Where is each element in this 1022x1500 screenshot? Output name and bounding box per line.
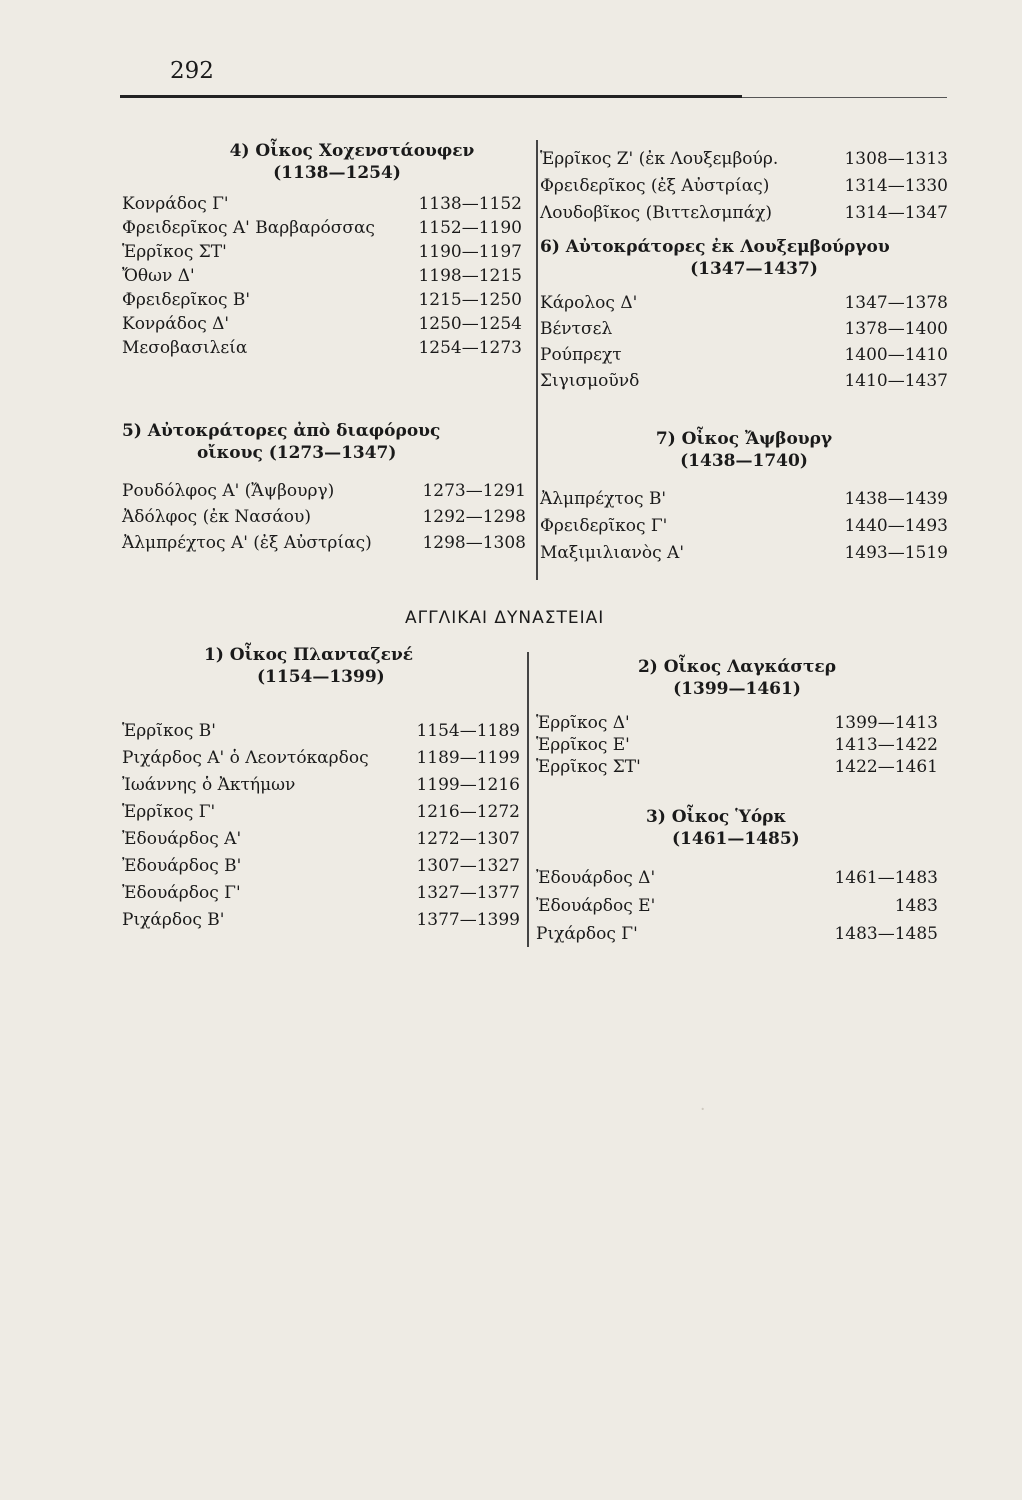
house1-dates: (1154—1399) xyxy=(257,667,385,687)
ruler-name: Ρουδόλφος Α' (Ἄψβουργ) xyxy=(122,481,335,501)
ruler-name: Φρειδερῖκος Γ' xyxy=(540,516,668,536)
list-item xyxy=(536,864,938,892)
ruler-name: Ρούπρεχτ xyxy=(540,345,622,365)
ruler-name: Κονράδος Δ' xyxy=(122,314,230,334)
reign-years: 1413—1422 xyxy=(834,735,938,755)
reign-years: 1347—1378 xyxy=(844,293,948,313)
reign-years: 1199—1216 xyxy=(416,775,520,795)
house3-dates: (1461—1485) xyxy=(672,829,800,849)
house7-block xyxy=(540,428,948,567)
house5-heading: 5) Αὐτοκράτορες ἀπὸ διαφόρους xyxy=(122,421,441,441)
ruler-name: Ὄθων Δ' xyxy=(122,266,195,286)
list-item xyxy=(122,745,520,772)
reign-years: 1308—1313 xyxy=(844,149,948,169)
list-item xyxy=(540,342,948,368)
ruler-name: Ριχάρδος Γ' xyxy=(536,924,638,944)
reign-years: 1377—1399 xyxy=(416,910,520,930)
reign-years: 1152—1190 xyxy=(418,218,522,238)
ruler-name: Σιγισμοῦνδ xyxy=(540,371,640,391)
ruler-name: Ἐδουάρδος Γ' xyxy=(122,883,241,903)
house5-heading-2: οἴκους (1273—1347) xyxy=(197,443,397,463)
house3-heading: 3) Οἶκος Ὑόρκ xyxy=(646,807,787,827)
reign-years: 1215—1250 xyxy=(418,290,522,310)
house7-heading: 7) Οἶκος Ἄψβουργ xyxy=(655,429,833,449)
list-item xyxy=(536,712,938,734)
house1-heading: 1) Οἶκος Πλανταζενέ xyxy=(204,645,414,665)
list-item xyxy=(540,290,948,316)
ruler-name: Ἑρρῖκος Β' xyxy=(122,721,216,741)
ruler-name: Μαξιμιλιανὸς Α' xyxy=(540,543,684,563)
ruler-name: Ἐδουάρδος Ε' xyxy=(536,896,656,916)
reign-years: 1400—1410 xyxy=(844,345,948,365)
reign-years: 1314—1330 xyxy=(844,176,948,196)
house4-dates: (1138—1254) xyxy=(273,163,401,183)
list-item xyxy=(540,513,948,540)
reign-years: 1190—1197 xyxy=(418,242,522,262)
reign-years: 1399—1413 xyxy=(834,713,938,733)
list-item xyxy=(122,192,522,216)
reign-years: 1273—1291 xyxy=(422,481,526,501)
list-item xyxy=(122,799,520,826)
ruler-name: Ἀλμπρέχτος Α' (ἐξ Αὐστρίας) xyxy=(122,533,372,553)
reign-years: 1198—1215 xyxy=(418,266,522,286)
reign-years: 1189—1199 xyxy=(416,748,520,768)
column-divider-bottom xyxy=(527,652,529,947)
reign-years: 1378—1400 xyxy=(844,319,948,339)
reign-years: 1410—1437 xyxy=(844,371,948,391)
ruler-name: Φρειδερῖκος Α' Βαρβαρόσσας xyxy=(122,218,375,238)
list-item xyxy=(540,173,948,200)
list-item xyxy=(122,240,522,264)
house4-heading: 4) Οἶκος Χοχενστάουφεν xyxy=(229,141,475,161)
reign-years: 1272—1307 xyxy=(416,829,520,849)
ruler-name: Ἑρρῖκος Δ' xyxy=(536,713,630,733)
house3-block xyxy=(536,806,938,948)
reign-years: 1327—1377 xyxy=(416,883,520,903)
house7-dates: (1438—1740) xyxy=(680,451,808,471)
ruler-name: Ἀδόλφος (ἐκ Νασάου) xyxy=(122,507,312,527)
reign-years: 1250—1254 xyxy=(418,314,522,334)
ruler-name: Ριχάρδος Α' ὁ Λεοντόκαρδος xyxy=(122,748,369,768)
list-item xyxy=(122,312,522,336)
house4-block xyxy=(122,140,522,360)
reign-years: 1438—1439 xyxy=(844,489,948,509)
list-item xyxy=(122,264,522,288)
list-item xyxy=(122,880,520,907)
list-item xyxy=(540,200,948,227)
reign-years: 1422—1461 xyxy=(834,757,938,777)
reign-years: 1493—1519 xyxy=(844,543,948,563)
header-rule-thin xyxy=(742,97,947,98)
reign-years: 1292—1298 xyxy=(422,507,526,527)
list-item xyxy=(122,478,526,504)
ruler-name: Λουδοβῖκος (Βιττελσμπάχ) xyxy=(540,203,773,223)
house5-block xyxy=(122,420,526,556)
house2-block xyxy=(536,656,938,778)
ruler-name: Βέντσελ xyxy=(540,319,613,339)
house6-heading: 6) Αὐτοκράτορες ἐκ Λουξεμβούργου xyxy=(540,237,890,257)
ruler-name: Ἐδουάρδος Α' xyxy=(122,829,242,849)
ruler-name: Ἀλμπρέχτος Β' xyxy=(540,489,667,509)
house6-dates: (1347—1437) xyxy=(690,259,818,279)
bleed-through-text: · xyxy=(700,1100,706,1120)
ruler-name: Ἐδουάρδος Β' xyxy=(122,856,242,876)
list-item xyxy=(540,368,948,394)
ruler-name: Κάρολος Δ' xyxy=(540,293,638,313)
header-rule xyxy=(120,95,742,98)
house1-block xyxy=(122,644,520,934)
reign-years: 1483 xyxy=(894,896,938,916)
reign-years: 1216—1272 xyxy=(416,802,520,822)
reign-years: 1461—1483 xyxy=(834,868,938,888)
list-item xyxy=(536,756,938,778)
reign-years: 1138—1152 xyxy=(418,194,522,214)
list-item xyxy=(536,892,938,920)
list-item xyxy=(540,146,948,173)
list-item xyxy=(122,216,522,240)
ruler-name: Ἰωάννης ὁ Ἀκτήμων xyxy=(122,775,296,795)
ruler-name: Ἑρρῖκος Γ' xyxy=(122,802,216,822)
list-item xyxy=(540,486,948,513)
ruler-name: Ἑρρῖκος ΣΤ' xyxy=(122,242,227,262)
ruler-name: Ἑρρῖκος ΣΤ' xyxy=(536,757,641,777)
ruler-name: Φρειδερῖκος (ἐξ Αὐστρίας) xyxy=(540,176,770,196)
ruler-name: Ἐδουάρδος Δ' xyxy=(536,868,656,888)
list-item xyxy=(540,540,948,567)
house2-heading: 2) Οἶκος Λαγκάστερ xyxy=(637,657,837,677)
ruler-name: Φρειδερῖκος Β' xyxy=(122,290,251,310)
list-item xyxy=(122,336,522,360)
list-item xyxy=(536,734,938,756)
reign-years: 1254—1273 xyxy=(418,338,522,358)
list-item xyxy=(122,772,520,799)
reign-years: 1440—1493 xyxy=(844,516,948,536)
list-item xyxy=(122,718,520,745)
reign-years: 1483—1485 xyxy=(834,924,938,944)
ruler-name: Κονράδος Γ' xyxy=(122,194,229,214)
ruler-name: Ἑρρῖκος Ζ' (ἐκ Λουξεμβούρ. xyxy=(540,149,779,169)
house6-block xyxy=(540,236,948,394)
section-title: ΑΓΓΛΙΚΑΙ ΔΥΝΑΣΤΕΙΑΙ xyxy=(405,608,605,628)
column-divider-top xyxy=(536,140,538,580)
list-item xyxy=(536,920,938,948)
list-item xyxy=(122,504,526,530)
list-item xyxy=(540,316,948,342)
ruler-name: Ριχάρδος Β' xyxy=(122,910,225,930)
list-item xyxy=(122,907,520,934)
reign-years: 1154—1189 xyxy=(416,721,520,741)
reign-years: 1298—1308 xyxy=(422,533,526,553)
list-item xyxy=(122,530,526,556)
reign-years: 1307—1327 xyxy=(416,856,520,876)
ruler-name: Ἑρρῖκος Ε' xyxy=(536,735,630,755)
list-item xyxy=(122,288,522,312)
ruler-name: Μεσοβασιλεία xyxy=(122,338,248,358)
list-item xyxy=(122,853,520,880)
house2-dates: (1399—1461) xyxy=(673,679,801,699)
top-right-block xyxy=(540,146,948,227)
list-item xyxy=(122,826,520,853)
page-number: 292 xyxy=(170,58,214,84)
reign-years: 1314—1347 xyxy=(844,203,948,223)
